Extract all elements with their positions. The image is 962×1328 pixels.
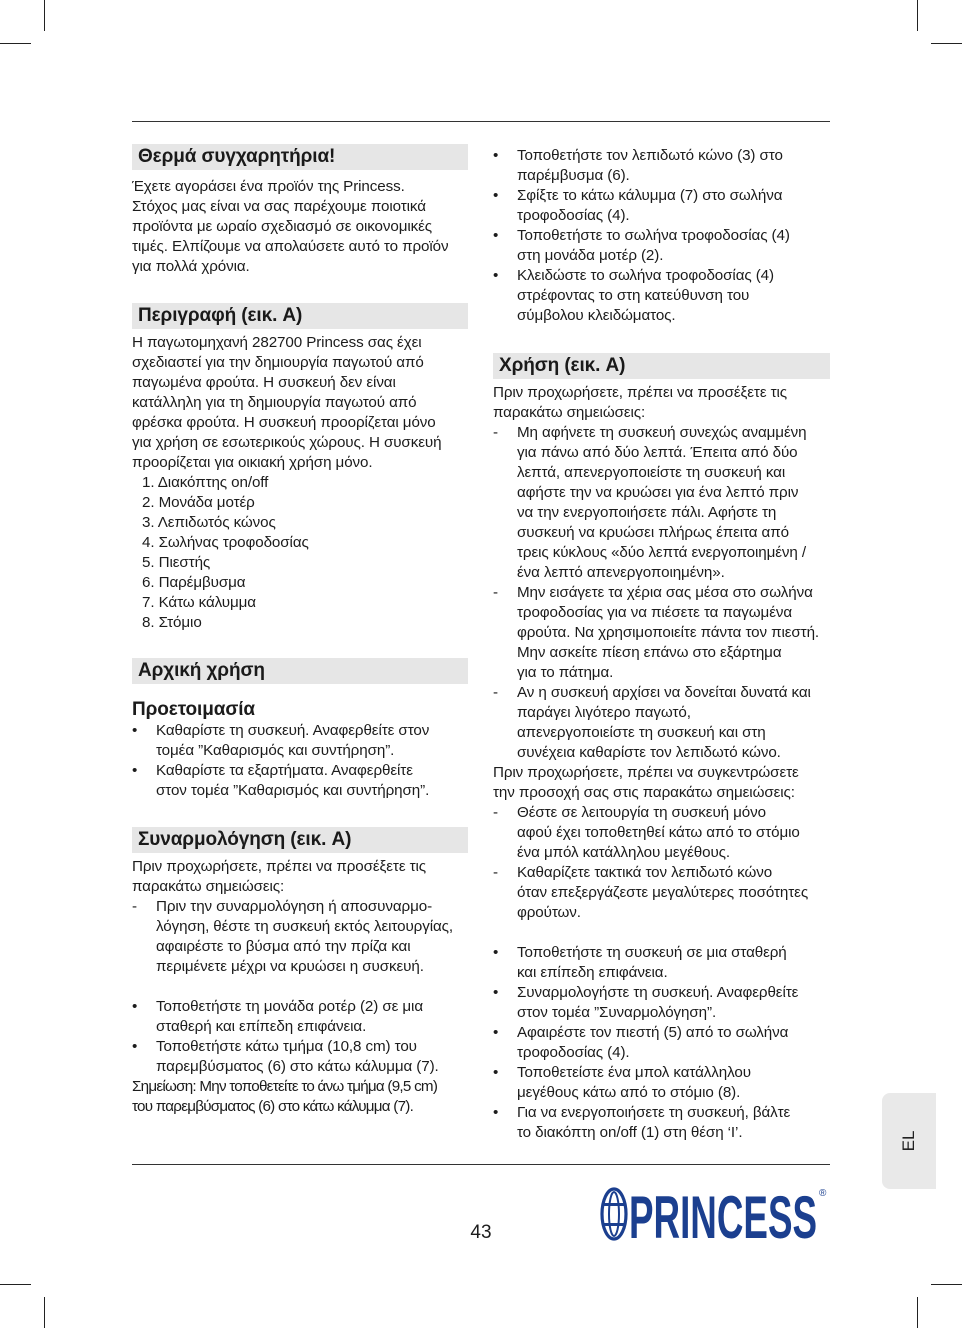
use-heading: Χρήση (εικ. A) — [493, 353, 830, 379]
text-line: παρέμβυσμα (6). — [517, 167, 630, 184]
text-line: συνέχεια καθαρίστε τον λεπιδωτό κώνο. — [517, 744, 781, 761]
bullet-icon: • — [132, 722, 138, 739]
text-line: Συναρμολογήστε τη συσκευή. Αναφερθείτε — [517, 984, 799, 1001]
text-line: στη μονάδα μοτέρ (2). — [517, 247, 664, 264]
bullet-icon: • — [132, 762, 138, 779]
crop-mark — [917, 1297, 918, 1328]
text-line: τροφοδοσίας (4). — [517, 207, 630, 224]
right-column — [493, 146, 830, 1143]
text-line: για πολλά χρόνια. — [132, 258, 250, 275]
text-line: Αν η συσκευή αρχίσει να δονείται δυνατά και — [517, 684, 811, 701]
crown-emblem-icon — [602, 1189, 626, 1239]
text-line: και επίπεδη επιφάνεια. — [517, 964, 668, 981]
crop-mark — [44, 1297, 45, 1328]
text-line: Πριν προχωρήσετε, πρέπει να προσέξετε τις — [493, 384, 787, 401]
list-item — [493, 226, 830, 266]
text-line: περιμένετε μέχρι να κρυώσει η συσκευή. — [156, 958, 424, 975]
text-line: φρέσκα φρούτα. Η συσκευή προορίζεται μόνο — [132, 414, 436, 431]
dash-icon: - — [493, 804, 498, 821]
text-line: όταν επεξεργάζεστε μεγαλύτερες ποσότητες — [517, 884, 809, 901]
text-line: Τοποθετήστε κάτω τμήμα (10,8 cm) του — [156, 1038, 417, 1055]
list-item — [493, 803, 830, 863]
text-line: τροφοδοσίας για να πιέσετε τα παγωμένα — [517, 604, 793, 621]
text-line: παρακάτω σημειώσεις: — [493, 404, 646, 421]
list-item: 3. Λεπιδωτός κώνος — [142, 514, 276, 531]
text-line: στρέφοντας το στη κατεύθυνση του — [517, 287, 750, 304]
text-line: απενεργοποιείστε τη συσκευή και στη — [517, 724, 766, 741]
text-line: μεγέθους κάτω από το στόμιο (8). — [517, 1084, 741, 1101]
list-item — [493, 1103, 830, 1143]
list-item: 6. Παρέμβυσμα — [142, 574, 246, 591]
bullet-icon: • — [493, 1024, 499, 1041]
parts-list — [132, 473, 468, 633]
bullet-icon: • — [493, 267, 499, 284]
dash-icon: - — [493, 684, 498, 701]
description-text — [132, 333, 468, 473]
list-item: 1. Διακόπτης on/off — [142, 474, 269, 491]
list-item — [493, 983, 830, 1023]
assembly-intro — [132, 857, 468, 897]
text-line: Τοποθετήστε τον λεπιδωτό κώνο (3) στο — [517, 147, 783, 164]
crop-mark — [0, 43, 31, 44]
text-line: παράγει λιγότερο παγωτό, — [517, 704, 691, 721]
bullet-icon: • — [132, 998, 138, 1015]
list-item — [493, 1063, 830, 1103]
assembly-steps — [132, 997, 468, 1077]
preparation-list — [132, 721, 468, 801]
assembly-steps-continued — [493, 146, 830, 326]
text-line: αφαιρέστε το βύσμα από την πρίζα και — [156, 938, 411, 955]
list-item: 8. Στόμιο — [142, 614, 202, 631]
text-line: Σημείωση: Μην τοποθετείτε το άνω τμήμα (9,5 cm) — [132, 1078, 438, 1095]
text-line: Μη αφήνετε τη συσκευή συνεχώς αναμμένη — [517, 424, 807, 441]
first-use-heading: Αρχική χρήση — [132, 658, 468, 684]
text-line: Κλειδώστε το σωλήνα τροφοδοσίας (4) — [517, 267, 774, 284]
description-heading: Περιγραφή (εικ. A) — [132, 303, 468, 329]
text-line: λεπτά, απενεργοποιείστε τη συσκευή και — [517, 464, 786, 481]
bullet-icon: • — [493, 1064, 499, 1081]
text-line: τρεις κύκλους «δύο λεπτά ενεργοποιημένη / — [517, 544, 807, 561]
use-steps — [493, 943, 830, 1143]
text-line: για χρήση σε εσωτερικούς χώρους. Η συσκευή — [132, 434, 442, 451]
text-line: παρεμβύσματος (6) στο κάτω κάλυμμα (7). — [156, 1058, 439, 1075]
brand-name: PRINCESS — [629, 1184, 817, 1243]
text-line: στον τομέα ”Συναρμολόγηση”. — [517, 1004, 717, 1021]
bullet-icon: • — [493, 1104, 499, 1121]
list-item — [493, 1023, 830, 1063]
dash-icon: - — [493, 584, 498, 601]
congrats-heading: Θερμά συγχαρητήρια! — [132, 144, 468, 170]
text-line: Θέστε σε λειτουργία τη συσκευή μόνο — [517, 804, 766, 821]
text-line: Στόχος μας είναι να σας παρέχουμε ποιοτικά — [132, 198, 426, 215]
dash-icon: - — [132, 898, 137, 915]
text-line: Αφαιρέστε τον πιεστή (5) από το σωλήνα — [517, 1024, 789, 1041]
use-notes — [493, 803, 830, 923]
preparation-subheading: Προετοιμασία — [132, 699, 255, 720]
text-line: για το πάτημα. — [517, 664, 614, 681]
bullet-icon: • — [493, 147, 499, 164]
text-line: Καθαρίστε τα εξαρτήματα. Αναφερθείτε — [156, 762, 413, 779]
crop-mark — [0, 1284, 31, 1285]
text-line: τροφοδοσίας (4). — [517, 1044, 630, 1061]
text-line: την προσοχή σας στις παρακάτω σημειώσεις: — [493, 784, 795, 801]
list-item — [132, 897, 468, 977]
dash-icon: - — [493, 424, 498, 441]
list-item — [132, 761, 468, 801]
text-line: τομέα ”Καθαρισμός και συντήρηση”. — [156, 742, 395, 759]
text-line: τιμές. Ελπίζουμε να απολαύσετε αυτό το προϊόν — [132, 238, 449, 255]
assembly-notes — [132, 897, 468, 977]
language-tab — [882, 1093, 936, 1189]
text-line: Πριν προχωρήσετε, πρέπει να συγκεντρώσετε — [493, 764, 799, 781]
left-column — [132, 144, 468, 1117]
assembly-heading: Συναρμολόγηση (εικ. A) — [132, 827, 468, 853]
bullet-icon: • — [132, 1038, 138, 1055]
list-item — [132, 1037, 468, 1077]
text-line: Έχετε αγοράσει ένα προϊόν της Princess. — [132, 178, 405, 195]
congrats-text — [132, 177, 468, 277]
text-line: του παρεμβύσματος (6) στο κάτω κάλυμμα (7). — [132, 1098, 414, 1115]
princess-logo — [600, 1183, 832, 1243]
text-line: σταθερή και επίπεδη επιφάνεια. — [156, 1018, 367, 1035]
bullet-icon: • — [493, 984, 499, 1001]
text-line: συσκευή να κρυώσει πλήρως έπειτα από — [517, 524, 789, 541]
text-line: ένα λεπτό απενεργοποιημένη». — [517, 564, 725, 581]
text-line: Σφίξτε το κάτω κάλυμμα (7) στο σωλήνα — [517, 187, 783, 204]
text-line: Τοποθετήστε τη μονάδα ροτέρ (2) σε μια — [156, 998, 424, 1015]
crop-mark — [917, 0, 918, 31]
text-line: φρούτα. Να χρησιμοποιείτε πάντα τον πιεστή. — [517, 624, 820, 641]
text-line: στον τομέα ”Καθαρισμός και συντήρηση”. — [156, 782, 430, 799]
bullet-icon: • — [493, 227, 499, 244]
list-item — [132, 997, 468, 1037]
dash-icon: - — [493, 864, 498, 881]
list-item — [493, 943, 830, 983]
list-item — [493, 266, 830, 326]
text-line: Τοποθετήστε τη συσκευή σε μια σταθερή — [517, 944, 787, 961]
crop-mark — [44, 0, 45, 31]
use-intro-2 — [493, 763, 830, 803]
text-line: Καθαρίζετε τακτικά τον λεπιδωτό κώνο — [517, 864, 773, 881]
list-item — [132, 721, 468, 761]
bullet-icon: • — [493, 187, 499, 204]
text-line: παγωμένα φρούτα. Η συσκευή δεν είναι — [132, 374, 396, 391]
registered-mark: ® — [819, 1188, 827, 1199]
text-line: Τοποθετείστε ένα μπολ κατάλληλου — [517, 1064, 751, 1081]
bullet-icon: • — [493, 944, 499, 961]
text-line: Η παγωτομηχανή 282700 Princess σας έχει — [132, 334, 422, 351]
text-line: φρούτων. — [517, 904, 581, 921]
text-line: αφήστε την να κρυώσει για ένα λεπτό πριν — [517, 484, 799, 501]
list-item — [493, 186, 830, 226]
text-line: να την ενεργοποιήσετε πάλι. Αφήστε τη — [517, 504, 777, 521]
text-line: κατάλληλη για τη δημιουργία παγωτού από — [132, 394, 417, 411]
list-item: 2. Μονάδα μοτέρ — [142, 494, 255, 511]
list-item — [493, 423, 830, 583]
list-item: 7. Κάτω κάλυμμα — [142, 594, 256, 611]
text-line: προϊόντα με ωραίο σχεδιασμό σε οικονομικές — [132, 218, 433, 235]
list-item — [493, 863, 830, 923]
text-line: παρακάτω σημειώσεις: — [132, 878, 285, 895]
text-line: ένα μπόλ κατάλληλου μεγέθους. — [517, 844, 731, 861]
text-line: Πριν την συναρμολόγηση ή αποσυναρμο- — [156, 898, 433, 915]
bottom-rule — [132, 1164, 830, 1165]
text-line: το διακόπτη on/off (1) στη θέση ‘I’. — [517, 1124, 743, 1141]
list-item — [493, 146, 830, 186]
list-item — [493, 683, 830, 763]
top-rule — [132, 121, 830, 122]
page-number: 43 — [470, 1222, 492, 1243]
text-line: αφού έχει τοποθετηθεί κάτω από το στόμιο — [517, 824, 800, 841]
list-item: 4. Σωλήνας τροφοδοσίας — [142, 534, 309, 551]
text-line: Καθαρίστε τη συσκευή. Αναφερθείτε στον — [156, 722, 430, 739]
list-item: 5. Πιεστής — [142, 554, 211, 571]
list-item — [493, 583, 830, 683]
text-line: Μην εισάγετε τα χέρια σας μέσα στο σωλήνα — [517, 584, 813, 601]
text-line: προορίζεται για οικιακή χρήση μόνο. — [132, 454, 373, 471]
text-line: λόγηση, θέστε τη συσκευή εκτός λειτουργίας, — [156, 918, 453, 935]
text-line: σύμβολου κλειδώματος. — [517, 307, 676, 324]
language-label: EL — [899, 1130, 918, 1152]
use-warnings — [493, 423, 830, 763]
crop-mark — [931, 1284, 962, 1285]
crop-mark — [931, 43, 962, 44]
text-line: σχεδιαστεί για την δημιουργία παγωτού από — [132, 354, 424, 371]
text-line: Πριν προχωρήσετε, πρέπει να προσέξετε τις — [132, 858, 426, 875]
assembly-note — [132, 1077, 468, 1117]
use-intro — [493, 383, 830, 423]
text-line: Μην ασκείτε πίεση επάνω στο εξάρτημα — [517, 644, 782, 661]
text-line: Τοποθετήστε το σωλήνα τροφοδοσίας (4) — [517, 227, 790, 244]
text-line: Για να ενεργοποιήσετε τη συσκευή, βάλτε — [517, 1104, 791, 1121]
text-line: για πάνω από δύο λεπτά. Έπειτα από δύο — [517, 444, 798, 461]
